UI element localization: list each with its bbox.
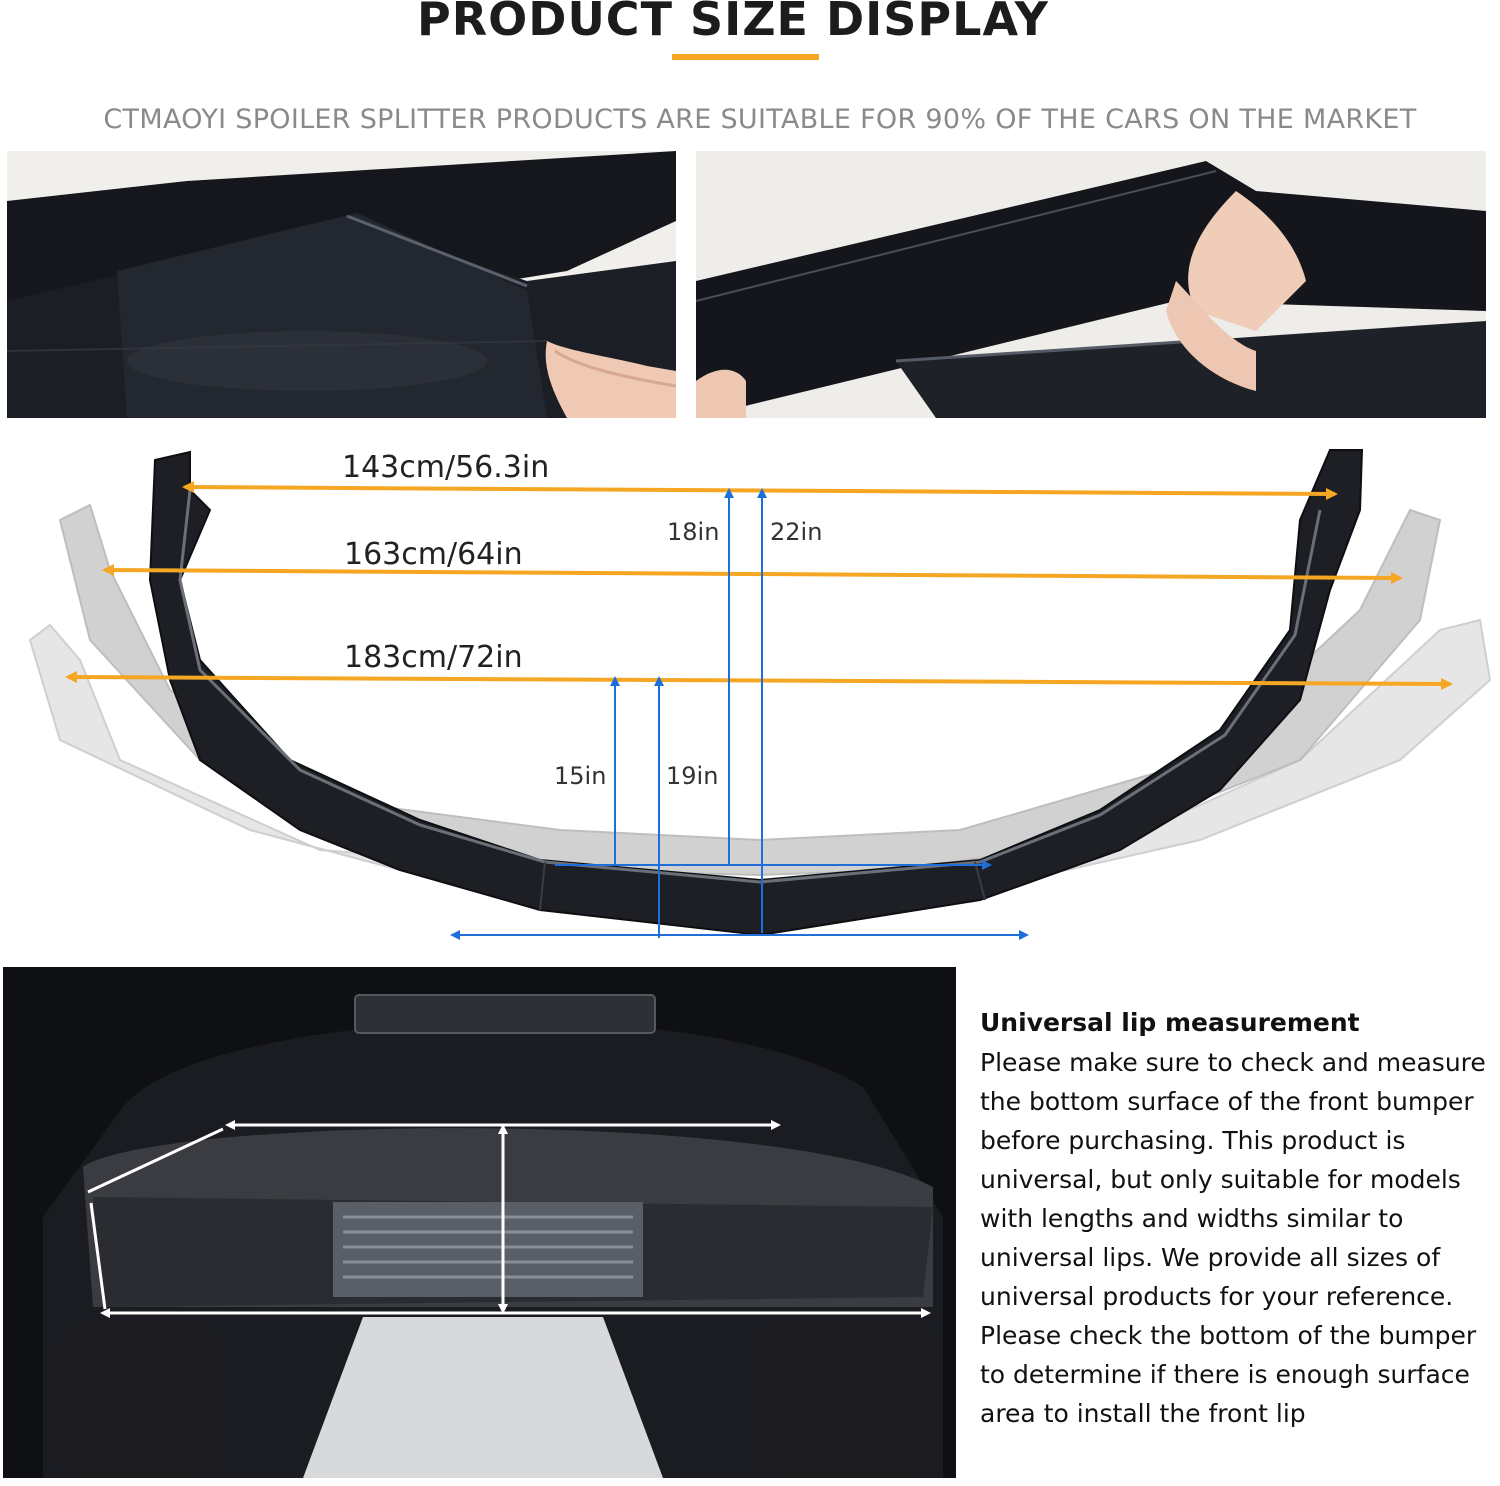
width-line-183: [65, 671, 1453, 690]
width-label-143: 143cm/56.3in: [342, 450, 550, 485]
splitter-closeup-left: [7, 151, 676, 418]
depth-label-22in: 22in: [770, 518, 823, 546]
car-underside-photo: [3, 967, 956, 1478]
description-title: Universal lip measurement: [980, 1008, 1360, 1037]
depth-label-15in: 15in: [554, 762, 607, 790]
page-title: PRODUCT SIZE DISPLAY: [417, 0, 1049, 46]
subtitle: CTMAOYI SPOILER SPLITTER PRODUCTS ARE SUITABLE FOR 90% OF THE CARS ON THE MARKET: [103, 104, 1417, 135]
splitter-closeup-right: [696, 151, 1486, 418]
product-photo-left: [7, 151, 676, 418]
depth-line-18in: [724, 488, 734, 865]
bumper-underside-image: [3, 967, 956, 1478]
measurement-description: [980, 1008, 1490, 1433]
width-label-183: 183cm/72in: [344, 640, 523, 675]
title-underline: [672, 54, 819, 60]
width-label-163: 163cm/64in: [344, 537, 523, 572]
product-photo-right: [696, 151, 1486, 418]
width-line-163: [102, 564, 1403, 584]
size-diagram: [0, 430, 1500, 950]
description-body: Please make sure to check and measure the bottom surface of the front bumper before purchasing. This product is universal, but only suitable for models with lengths and widths similar to universal lips. We provide all sizes of universal products for your reference. Please check the bottom of the bumper to determine if there is enough surface area to install the front lip: [980, 1048, 1486, 1428]
depth-label-18in: 18in: [667, 518, 720, 546]
depth-label-19in: 19in: [666, 762, 719, 790]
